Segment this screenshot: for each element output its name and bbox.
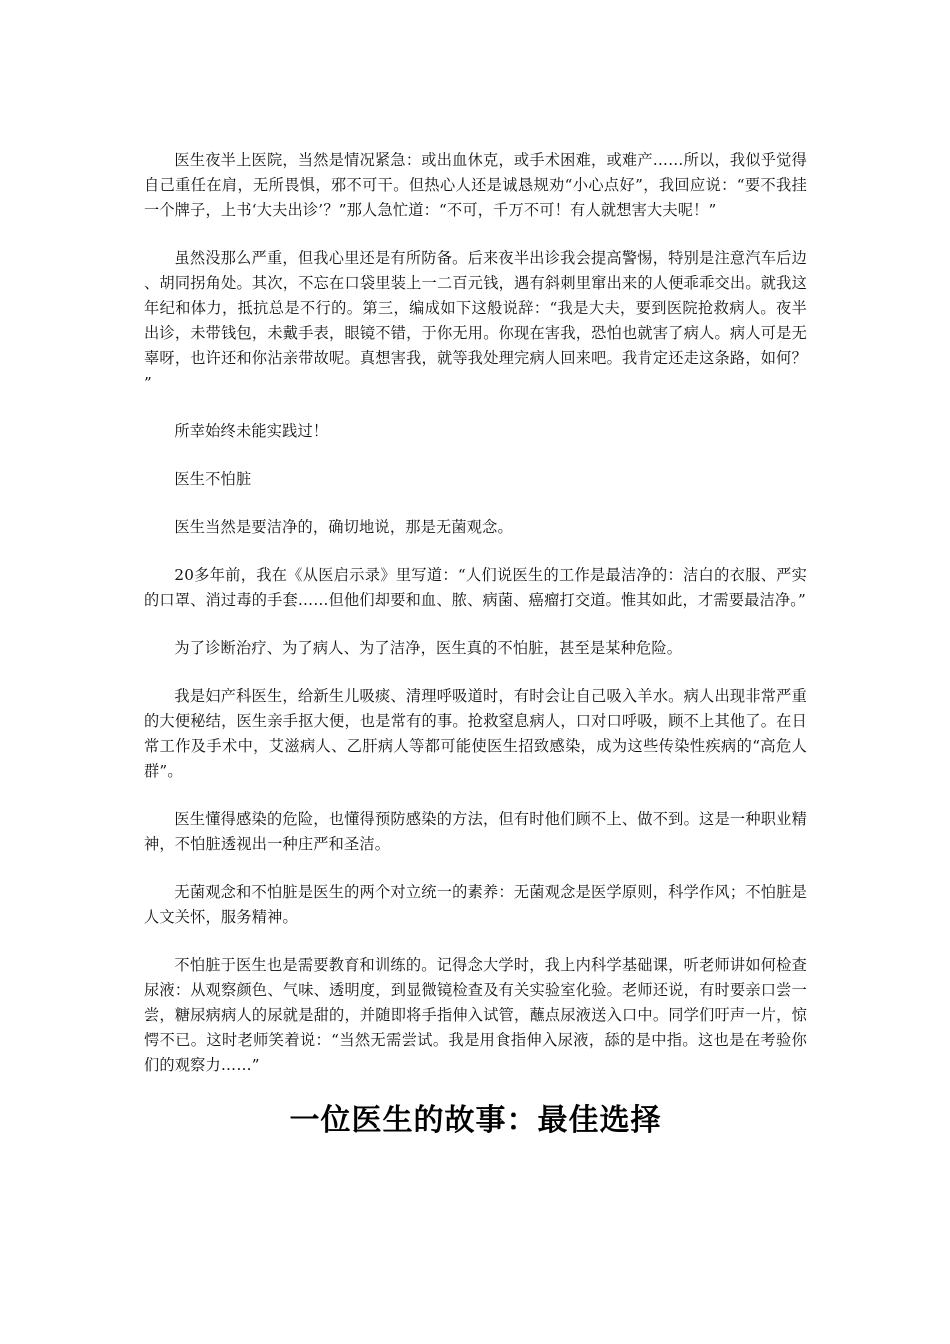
paragraph: 20多年前，我在《从医启示录》里写道：“人们说医生的工作是最洁净的：洁白的衣服、严实的口罩、消过毒的手套……但他们却要和血、脓、病菌、癌瘤打交道。惟其如此，才需要最洁净。” <box>144 566 807 609</box>
paragraph: 虽然没那么严重，但我心里还是有所防备。后来夜半出诊我会提高警惕，特别是注意汽车后边、胡同拐角处。其次，不忘在口袋里装上一二百元钱，遇有斜刺里窜出来的人便乖乖交出。就我这年纪和体力，抵抗总是不行的。第三，编成如下这般说辞：“我是大夫，要到医院抢救病人。夜半出诊，未带钱包，未戴手表，眼镜不错，于你无用。你现在害我，恐怕也就害了病人。病人可是无辜呀，也许还和你沾亲带故呢。真想害我，就等我处理完病人回来吧。我肯定还走这条路，如何？” <box>144 249 807 392</box>
paragraph: 无菌观念和不怕脏是医生的两个对立统一的素养：无菌观念是医学原则，科学作风；不怕脏是人文关怀，服务精神。 <box>144 883 807 926</box>
paragraph: 不怕脏于医生也是需要教育和训练的。记得念大学时，我上内科学基础课，听老师讲如何检查尿液：从观察颜色、气味、透明度，到显微镜检查及有关实验室化验。老师还说，有时要亲口尝一尝，糖尿病病人的尿就是甜的，并随即将手指伸入试管，蘸点尿液送入口中。同学们吁声一片，惊愕不已。这时老师笑着说：“当然无需尝试。我是用食指伸入尿液，舔的是中指。这也是在考验你们的观察力……” <box>144 956 807 1074</box>
page-title: 一位医生的故事：最佳选择 <box>289 1103 662 1138</box>
document-body <box>144 148 807 1141</box>
paragraph: 医生当然是要洁净的，确切地说，那是无菌观念。 <box>174 518 513 536</box>
paragraph: 为了诊断治疗、为了病人、为了洁净，医生真的不怕脏，甚至是某种危险。 <box>174 639 683 657</box>
paragraph: 所幸始终未能实践过！ <box>174 422 329 440</box>
paragraph: 医生懂得感染的危险，也懂得预防感染的方法，但有时他们顾不上、做不到。这是一种职业精神，不怕脏透视出一种庄严和圣洁。 <box>144 810 807 853</box>
paragraph: 我是妇产科医生，给新生儿吸痰、清理呼吸道时，有时会让自己吸入羊水。病人出现非常严重的大便秘结，医生亲手抠大便，也是常有的事。抢救窒息病人，口对口呼吸，顾不上其他了。在日常工作及手术中，艾滋病人、乙肝病人等都可能使医生招致感染，成为这些传染性疾病的“高危人群”。 <box>144 687 807 780</box>
paragraph: 医生夜半上医院，当然是情况紧急：或出血休克，或手术困难，或难产……所以，我似乎觉得自己重任在肩，无所畏惧，邪不可干。但热心人还是诚恳规劝“小心点好”，我回应说：“要不我挂一个牌子，上书‘大夫出诊’？”那人急忙道：“不可，千万不可！有人就想害大夫呢！” <box>144 151 807 219</box>
section-subheading: 医生不怕脏 <box>174 470 252 488</box>
